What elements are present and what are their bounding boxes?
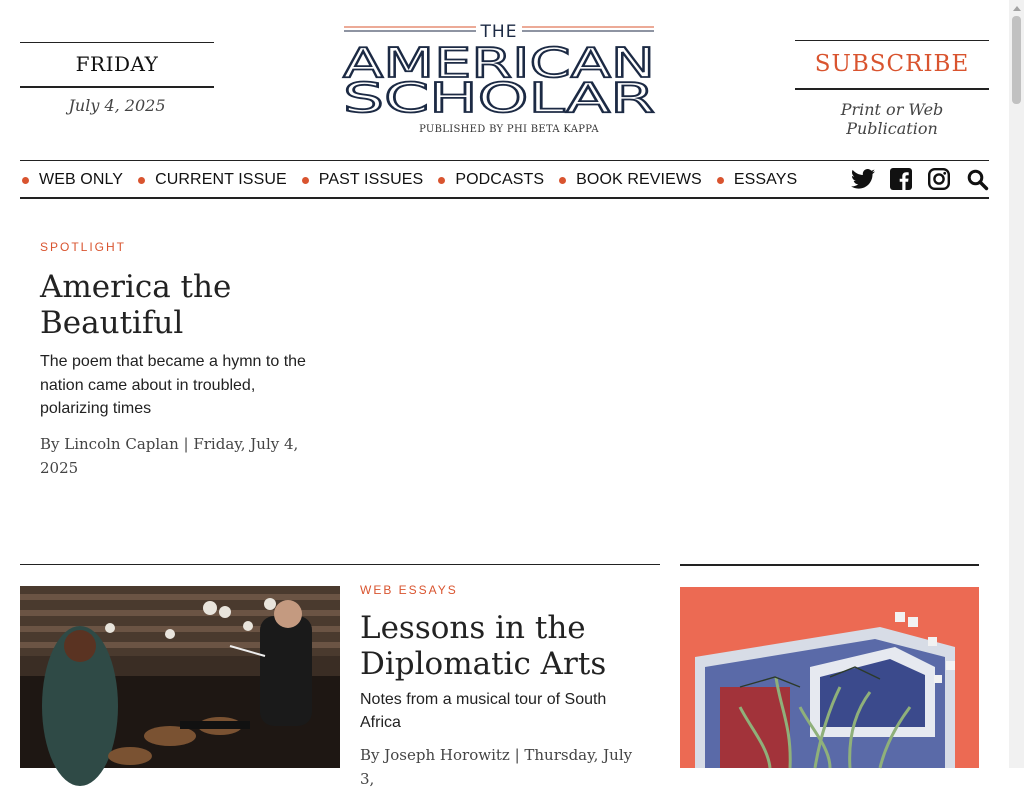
puzzle-cover-art	[680, 587, 979, 768]
nav-item-web-only[interactable]	[20, 171, 123, 189]
subscribe-block	[795, 40, 989, 138]
concert-image	[20, 586, 340, 768]
sidebar-divider	[680, 564, 979, 566]
feature-photo[interactable]	[20, 586, 340, 768]
nav-link[interactable]: ESSAYS	[733, 171, 798, 188]
spotlight-title[interactable]: America the Beautiful	[40, 269, 232, 341]
feature-dek: Notes from a musical tour of South Africa	[360, 691, 607, 731]
vertical-scrollbar[interactable]	[1009, 0, 1024, 768]
site-logo[interactable]	[342, 22, 656, 140]
scroll-thumb[interactable]	[1012, 16, 1021, 104]
nav-link[interactable]: CURRENT ISSUE	[155, 171, 287, 188]
logo-word-the: THE	[480, 22, 518, 42]
bullet-dot	[438, 177, 445, 184]
twitter-icon[interactable]	[851, 167, 875, 191]
nav-link[interactable]: WEB ONLY	[39, 171, 124, 188]
feature-article	[360, 583, 650, 791]
date-block	[20, 42, 214, 115]
scroll-up-arrow-icon[interactable]	[1013, 6, 1021, 11]
feature-kicker[interactable]: WEB ESSAYS	[360, 583, 458, 597]
bullet-dot	[138, 177, 145, 184]
subscribe-subtext: Print or Web Publication	[840, 100, 944, 138]
magazine-cover[interactable]	[680, 587, 979, 768]
bullet-dot	[302, 177, 309, 184]
weekday: FRIDAY	[20, 42, 214, 88]
nav-item-book-reviews[interactable]	[557, 171, 702, 189]
spotlight-dek: The poem that became a hymn to the nation came about in troubled, polarizing times	[40, 353, 306, 417]
bullet-dot	[22, 177, 29, 184]
section-divider	[20, 564, 660, 565]
nav-item-current-issue[interactable]	[136, 171, 287, 189]
subscribe-link[interactable]: SUBSCRIBE	[795, 40, 989, 90]
current-date: July 4, 2025	[68, 96, 166, 115]
spotlight-kicker[interactable]: SPOTLIGHT	[40, 240, 127, 254]
nav-item-podcasts[interactable]	[436, 171, 544, 189]
logo-word-scholar: SCHOLAR	[343, 74, 655, 122]
nav-link[interactable]: BOOK REVIEWS	[576, 171, 702, 188]
main-nav	[20, 160, 989, 199]
search-icon[interactable]	[965, 167, 989, 191]
bullet-dot	[717, 177, 724, 184]
facebook-icon[interactable]	[889, 167, 913, 191]
feature-byline: By Joseph Horowitz | Thursday, July 3,	[360, 746, 633, 788]
social-links	[837, 161, 989, 197]
nav-link[interactable]: PODCASTS	[455, 171, 545, 188]
logo-tagline: PUBLISHED BY PHI BETA KAPPA	[419, 124, 599, 135]
logo-word-american: AMERICAN	[343, 39, 655, 87]
spotlight-article	[40, 240, 325, 480]
nav-item-essays[interactable]	[715, 171, 797, 189]
bullet-dot	[559, 177, 566, 184]
instagram-icon[interactable]	[927, 167, 951, 191]
nav-item-past-issues[interactable]	[300, 171, 424, 189]
feature-title[interactable]: Lessons in the Diplomatic Arts	[360, 610, 607, 682]
logo-graphic	[342, 22, 656, 122]
spotlight-byline: By Lincoln Caplan | Friday, July 4, 2025	[40, 434, 299, 477]
nav-link[interactable]: PAST ISSUES	[318, 171, 424, 188]
